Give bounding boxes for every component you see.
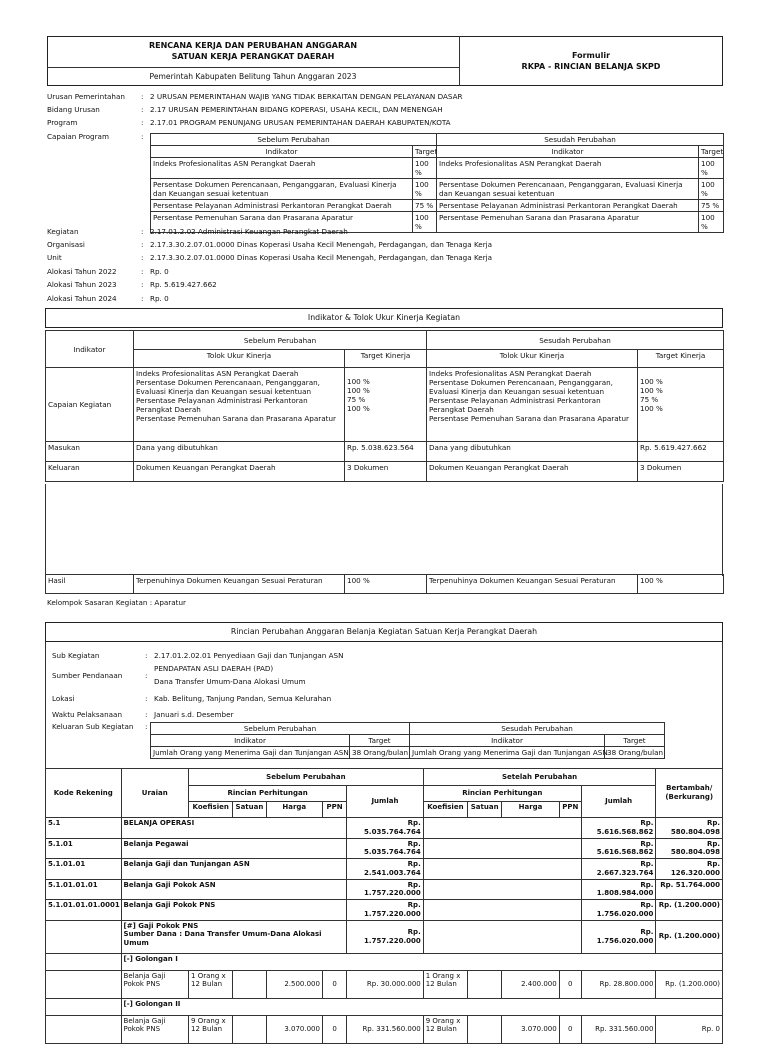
cp-after-head: Sesudah Perubahan (437, 134, 724, 146)
masukan-row: Masukan Dana yang dibutuhkan Rp. 5.038.623.564 Dana yang dibutuhkan Rp. 5.619.427.662 (46, 442, 724, 462)
cp-target-head-2: Target (699, 146, 724, 158)
sumber-1: PENDAPATAN ASLI DAERAH (PAD) (154, 664, 274, 673)
table-row: Persentase Pelayanan Administrasi Perkantoran Perangkat Daerah 75 % Persentase Pelayanan Administrasi Perkantoran Perangkat Daerah 75 % (151, 200, 724, 212)
rincian-title: Rincian Perubahan Anggaran Belanja Kegiatan Satuan Kerja Perangkat Daerah (45, 622, 723, 642)
capaian-program-table (150, 133, 724, 233)
cp-ind-head-2: Indikator (437, 146, 699, 158)
keluaran-row: Keluaran Dokumen Keuangan Perangkat Daerah 3 Dokumen Dokumen Keuangan Perangkat Daerah 3 Dokumen (46, 462, 724, 482)
header-subtitle: Pemerintah Kabupaten Belitung Tahun Anggaran 2023 (149, 72, 357, 81)
form-name: RKPA - RINCIAN BELANJA SKPD (521, 62, 661, 71)
header-title-1: RENCANA KERJA DAN PERUBAHAN ANGGARAN (148, 41, 358, 50)
kelompok-sasaran: Kelompok Sasaran Kegiatan : Aparatur (47, 598, 186, 607)
table-row: Indeks Profesionalitas ASN Perangkat Daerah 100 % Indeks Profesionalitas ASN Perangkat Daerah 100 % (151, 158, 724, 179)
hasil-row: Hasil Terpenuhinya Dokumen Keuangan Sesuai Peraturan 100 % Terpenuhinya Dokumen Keuangan Sesuai Peraturan 100 % (46, 575, 724, 594)
keluaran-sub-table: Sebelum Perubahan Sesudah Perubahan Indikator Target Indikator Target Jumlah Orang yang Menerima Gaji dan Tunjangan ASN 38 Orang/bulan Jumlah Orang yang Menerima Gaji dan Tunjangan ASN 38 Orang/bulan (150, 722, 665, 759)
table-row: Persentase Pemenuhan Sarana dan Prasarana Aparatur 100 % Persentase Pemenuhan Sarana dan Prasarana Aparatur 100 % (151, 212, 724, 233)
sumber-2: Dana Transfer Umum-Dana Alokasi Umum (154, 677, 306, 686)
cp-target-head: Target (413, 146, 437, 158)
item-row: Belanja Gaji Pokok PNS 1 Orang x 12 Bulan 2.500.000 0 Rp. 30.000.000 1 Orang x 12 Bulan 2.400.000 0 Rp. 28.800.000 Rp. (1.200.000) (46, 970, 723, 998)
table-row: 5.1 BELANJA OPERASI Rp. 5.035.764.764 Rp. 5.616.568.862 Rp. 580.804.098 (46, 818, 723, 839)
table-row: 5.1.01.01.01 Belanja Gaji Pokok ASN Rp. 1.757.220.000 Rp. 1.808.984.000 Rp. 51.764.000 (46, 879, 723, 900)
capaian-kegiatan-row: Capaian Kegiatan Indeks Profesionalitas ASN Perangkat Daerah Persentase Dokumen Perencanaan, Penganggaran, Evaluasi Kinerja dan Keuangan sesuai ketentuan Persentase Pelayanan Administrasi Perkantoran Perangkat Daerah Persentase Pemenuhan Sarana dan Prasarana Aparatur 100 % 100 % 75 % 100 % Indeks Profesionalitas ASN Perangkat Daerah Persentase Dokumen Perencanaan, Penganggaran, Evaluasi Kinerja dan Keuangan sesuai ketentuan Persentase Pelayanan Administrasi Perkantoran Perangkat Daerah Persentase Pemenuhan Sarana dan Prasarana Aparatur 100 % 100 % 75 % 100 % (46, 368, 724, 442)
cp-ind-head: Indikator (151, 146, 413, 158)
table-row: 5.1.01.01 Belanja Gaji dan Tunjangan ASN Rp. 2.541.003.764 Rp. 2.667.323.764 Rp. 126.320.000 (46, 859, 723, 880)
budget-table: Kode Rekening Uraian Sebelum Perubahan Setelah Perubahan Bertambah/ (Berkurang) Rincian Perhitungan Jumlah Rincian Perhitungan Jumlah Koefisien Satuan Harga PPN Koefisien Satuan Harga PPN 5.1 BELANJA OPERASI Rp. 5.035.764.764 Rp. 5.616.568.862 Rp. 580.804.098 5.1.01 Belanja Pegawai Rp. 5.035.764.764 Rp. 5.616.568.862 Rp. 580.804.098 5.1.01.01 Belanja Gaji dan Tunjangan ASN Rp. 2.541.003.764 Rp. 2.667.323.764 Rp. 126.320.000 5.1.01.01.01 Belanja Gaji Pokok ASN Rp. 1.757.220.000 Rp. 1.808.984.000 Rp. 51.764.000 5.1.01.01.01.0001 Belanja Gaji Pokok PNS Rp. 1.757.220.000 Rp. 1.756.020.000 Rp. (1.200.000) [#] Gaji Pokok PNS Sumber Dana : Dana Transfer Umum-Dana Alokasi Umum Rp. 1.757.220.000 Rp. 1.756.020.000 Rp. (1.200.000) [-] Golongan I Belanja Gaji Pokok PNS 1 Orang x 12 Bulan 2.500.000 0 Rp. 30.000.000 1 Orang x 12 Bulan 2.400.000 0 Rp. 28.800.000 Rp. (1.200.000) [-] Golongan II Belanja Gaji Pokok PNS 9 Orang x 12 Bulan 3.070.000 0 Rp. 331.560.000 9 Orang x 12 Bulan 3.070.000 0 Rp. 331.560.000 Rp. 0 (45, 768, 723, 1044)
kinerja-table: Indikator Sebelum Perubahan Sesudah Perubahan Tolok Ukur Kinerja Target Kinerja Tolok Ukur Kinerja Target Kinerja Capaian Kegiatan Indeks Profesionalitas ASN Perangkat Daerah Persentase Dokumen Perencanaan, Penganggaran, Evaluasi Kinerja dan Keuangan sesuai ketentuan Persentase Pelayanan Administrasi Perkantoran Perangkat Daerah Persentase Pemenuhan Sarana dan Prasarana Aparatur 100 % 100 % 75 % 100 % Indeks Profesionalitas ASN Perangkat Daerah Persentase Dokumen Perencanaan, Penganggaran, Evaluasi Kinerja dan Keuangan sesuai ketentuan Persentase Pelayanan Administrasi Perkantoran Perangkat Daerah Persentase Pemenuhan Sarana dan Prasarana Aparatur 100 % 100 % 75 % 100 % Masukan Dana yang dibutuhkan Rp. 5.038.623.564 Dana yang dibutuhkan Rp. 5.619.427.662 Keluaran Dokumen Keuangan Perangkat Daerah 3 Dokumen Dokumen Keuangan Perangkat Daerah 3 Dokumen (45, 330, 724, 482)
group-row: [#] Gaji Pokok PNS Sumber Dana : Dana Transfer Umum-Dana Alokasi Umum Rp. 1.757.220.000 Rp. 1.756.020.000 Rp. (1.200.000) (46, 920, 723, 953)
kinerja-title: Indikator & Tolok Ukur Kinerja Kegiatan (45, 308, 723, 328)
golongan-row: [-] Golongan I (46, 953, 723, 970)
hasil-table (45, 574, 724, 594)
cp-before-head: Sebelum Perubahan (151, 134, 437, 146)
item-row: Belanja Gaji Pokok PNS 9 Orang x 12 Bulan 3.070.000 0 Rp. 331.560.000 9 Orang x 12 Bulan 3.070.000 0 Rp. 331.560.000 Rp. 0 (46, 1015, 723, 1043)
header-title-2: SATUAN KERJA PERANGKAT DAERAH (171, 52, 335, 61)
table-row: Persentase Dokumen Perencanaan, Penganggaran, Evaluasi Kinerja dan Keuangan sesuai ketentuan 100 % Persentase Dokumen Perencanaan, Penganggaran, Evaluasi Kinerja dan Keuangan sesuai ketentuan 100 % (151, 179, 724, 200)
table-row: 5.1.01.01.01.0001 Belanja Gaji Pokok PNS Rp. 1.757.220.000 Rp. 1.756.020.000 Rp. (1.200.000) (46, 900, 723, 921)
form-label: Formulir (571, 51, 611, 60)
golongan-row: [-] Golongan II (46, 998, 723, 1015)
table-row: 5.1.01 Belanja Pegawai Rp. 5.035.764.764 Rp. 5.616.568.862 Rp. 580.804.098 (46, 838, 723, 859)
